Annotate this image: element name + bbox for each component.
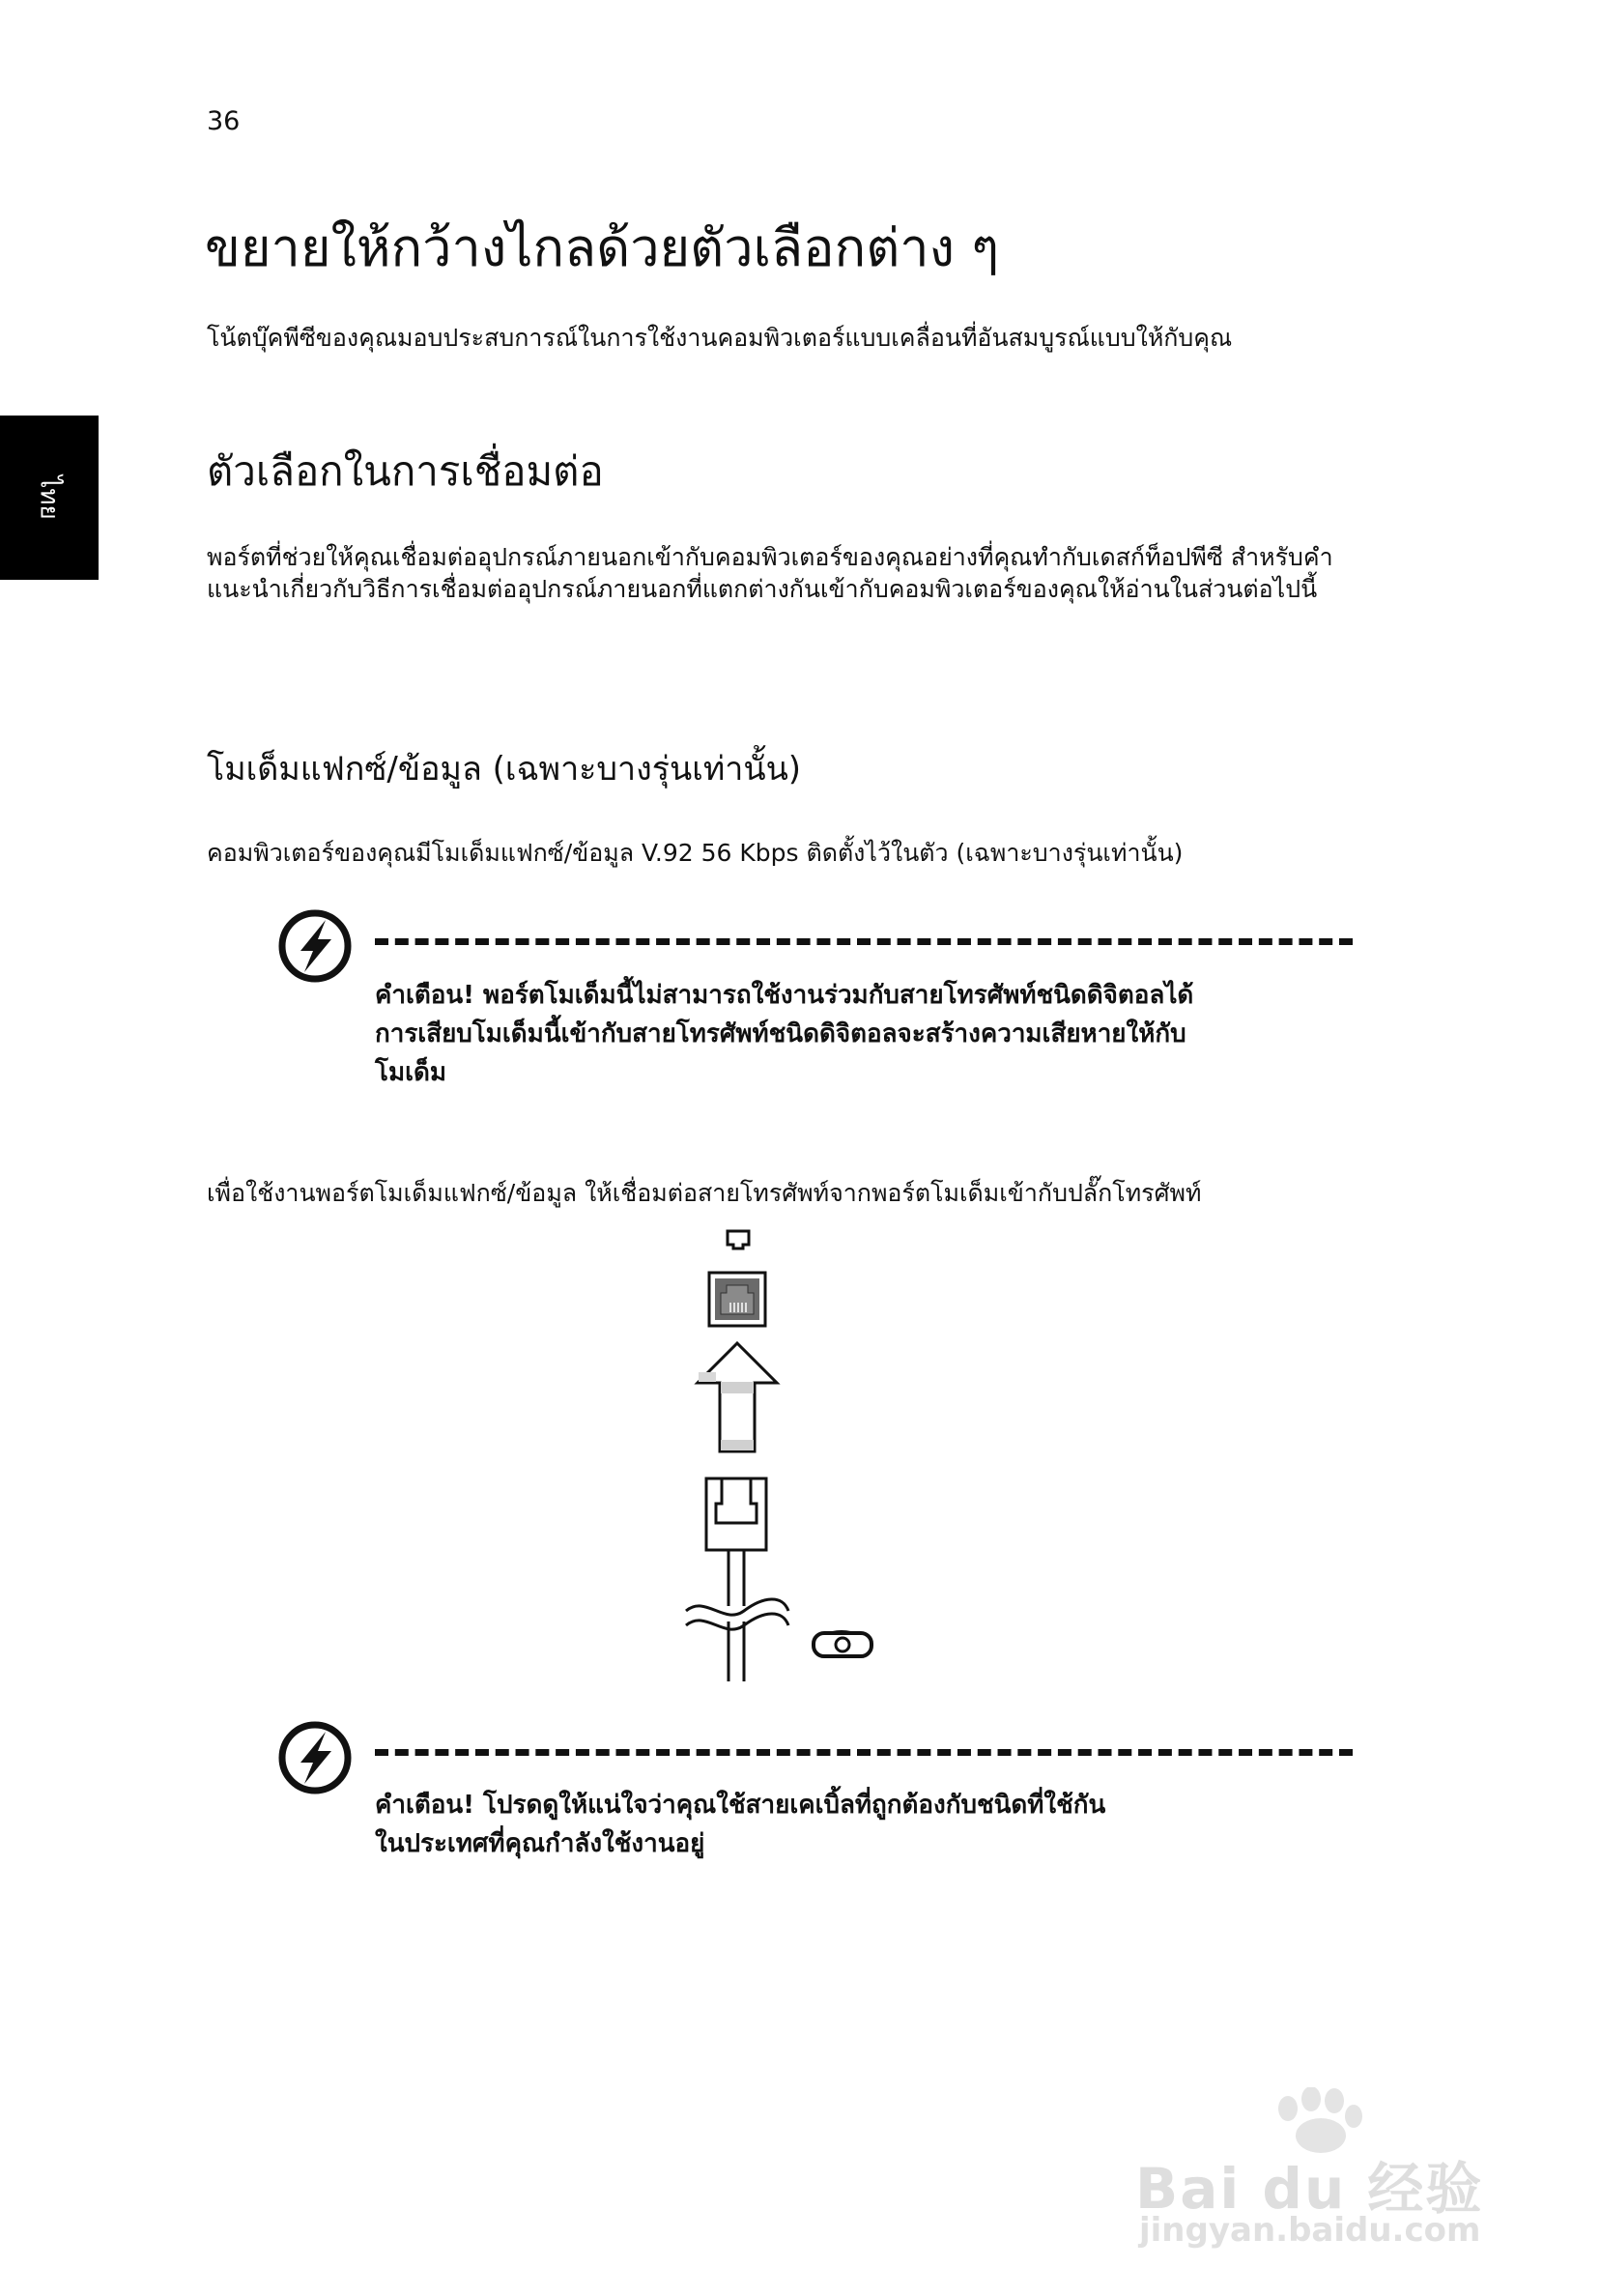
warning-1-line-3: โมเด็ม bbox=[375, 1058, 447, 1087]
watermark-logo-text: Bai du 经验 bbox=[1135, 2156, 1484, 2222]
watermark-url: jingyan.baidu.com bbox=[1139, 2211, 1481, 2250]
rj11-port-icon bbox=[709, 1273, 765, 1326]
warning-1-line-1: คำเตือน! พอร์ตโมเด็มนี้ไม่สามารถใช้งานร่วมกับสายโทรศัพท์ชนิดดิจิตอลได้ bbox=[375, 981, 1194, 1010]
language-side-tab-label: ไทย bbox=[34, 475, 64, 520]
warning-lightning-icon bbox=[277, 908, 353, 984]
warning-1-line-2: การเสียบโมเด็มนี้เข้ากับสายโทรศัพท์ชนิดดิจิตอลจะสร้างความเสียหายให้กับ bbox=[375, 1019, 1186, 1048]
warning-divider bbox=[375, 1749, 1353, 1756]
page-title: ขยายให้กว้างไกลด้วยตัวเลือกต่าง ๆ bbox=[205, 217, 1000, 278]
up-arrow-icon bbox=[698, 1343, 777, 1451]
warning-2-text bbox=[375, 1786, 1341, 1863]
warning-divider bbox=[375, 938, 1353, 945]
phone-cable-icon bbox=[686, 1550, 788, 1681]
warning-1-text bbox=[375, 976, 1341, 1092]
warning-2-line-2: ในประเทศที่คุณกำลังใช้งานอยู่ bbox=[375, 1829, 705, 1858]
telephone-icon bbox=[814, 1632, 871, 1656]
modem-paragraph: คอมพิวเตอร์ของคุณมีโมเด็มแฟกซ์/ข้อมูล V.92 56 Kbps ติดตั้งไว้ในตัว (เฉพาะบางรุ่นเท่านั้น) bbox=[207, 839, 1184, 867]
warning-lightning-icon bbox=[277, 1720, 353, 1795]
warning-2-line-1: คำเตือน! โปรดดูให้แน่ใจว่าคุณใช้สายเคเบิ้ลที่ถูกต้องกับชนิดที่ใช้กัน bbox=[375, 1791, 1106, 1820]
modem-connection-diagram bbox=[676, 1227, 908, 1681]
connectivity-paragraph: พอร์ตที่ช่วยให้คุณเชื่อมต่ออุปกรณ์ภายนอกเข้ากับคอมพิวเตอร์ของคุณอย่างที่คุณทำกับเดสก์ท็อปพีซี สำหรับคำแนะนำเกี่ยวกับวิธีการเชื่อมต่ออุปกรณ์ภายนอกที่แตกต่างกันเข้ากับคอมพิวเตอร์ของคุณให้อ่านในส่วนต่อไปนี้ bbox=[207, 543, 1333, 603]
rj11-plug-icon bbox=[706, 1478, 766, 1550]
modem-usage-paragraph: เพื่อใช้งานพอร์ตโมเด็มแฟกซ์/ข้อมูล ให้เชื่อมต่อสายโทรศัพท์จากพอร์ตโมเด็มเข้ากับปลั๊กโทรศัพท์ bbox=[207, 1179, 1202, 1207]
language-side-tab bbox=[0, 416, 99, 580]
modem-port-symbol-icon bbox=[728, 1231, 749, 1248]
subsection-title-modem: โมเด็มแฟกซ์/ข้อมูล (เฉพาะบางรุ่นเท่านั้น) bbox=[207, 750, 802, 789]
intro-paragraph: โน้ตบุ๊คพีซีของคุณมอบประสบการณ์ในการใช้งานคอมพิวเตอร์แบบเคลื่อนที่อันสมบูรณ์แบบให้กับคุณ bbox=[207, 324, 1233, 352]
section-title-connectivity: ตัวเลือกในการเชื่อมต่อ bbox=[207, 447, 604, 495]
page-number: 36 bbox=[207, 106, 241, 136]
baidu-watermark bbox=[1126, 2087, 1512, 2252]
